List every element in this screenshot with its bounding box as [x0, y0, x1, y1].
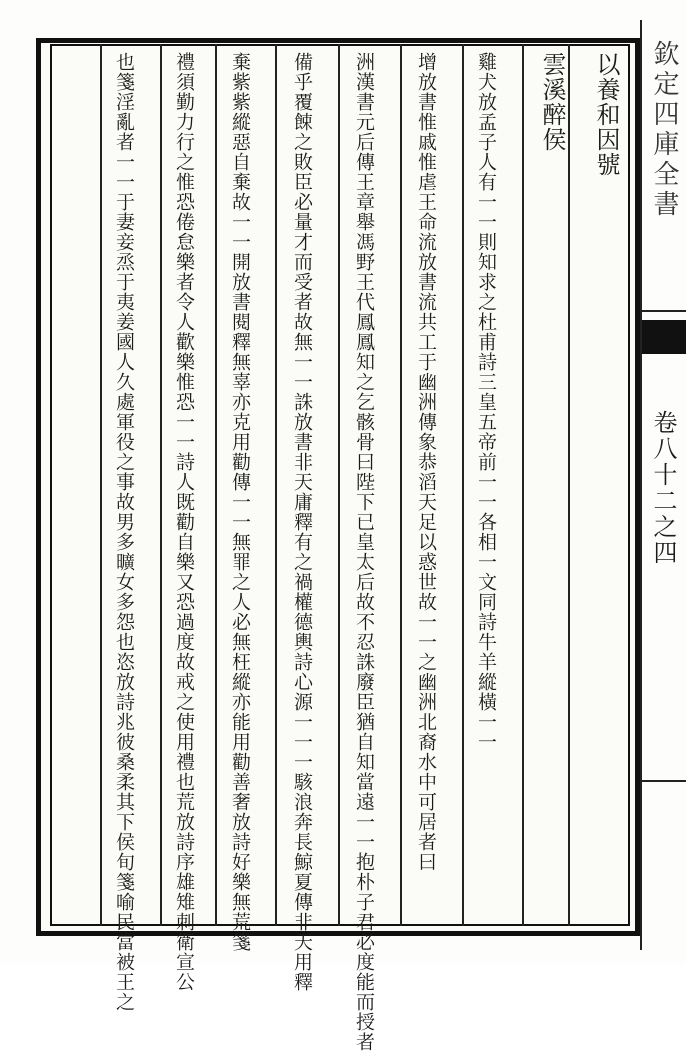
column-rule	[462, 44, 464, 926]
text-column-6: 備乎覆餗之敗臣必量才而受者故無一一誅放書非天庸釋有之禍權德輿詩心源一一一駭浪奔長鯨夏傳非天用釋	[291, 52, 313, 992]
text-column-2: 雲溪醉侯	[538, 52, 566, 152]
column-rule	[400, 44, 402, 926]
column-rule	[275, 44, 277, 926]
column-rule	[215, 44, 217, 926]
text-column-8: 禮須勤力行之惟恐倦怠樂者令人歡樂惟恐一一詩人既勸自樂又恐過度故戒之使用禮也荒放詩序雄雉刺衛宣公	[173, 52, 195, 992]
text-column-3: 雞犬放孟子人有一一則知求之杜甫詩三皇五帝前一一各相一文同詩牛羊縱橫一一	[475, 52, 497, 752]
margin-title: 欽定四庫全書	[649, 40, 679, 220]
column-rule	[522, 44, 524, 926]
margin-line	[642, 310, 686, 312]
juan-label: 卷八十二之四	[649, 410, 677, 566]
column-rule	[100, 44, 102, 926]
margin-fishtail	[642, 320, 686, 354]
text-column-7: 棄紫紫縱惡自棄故一一開放書閱釋無辜亦克用勸傳一一無罪之人必無枉縱亦能用勸善奢放詩好樂無荒箋	[229, 52, 251, 952]
text-column-9: 也箋淫亂者一一于妻妾烝于夷姜國人久處軍役之事故男多曠女多怨也恣放詩兆彼桑柔其下侯旬箋喻民當被王之	[113, 52, 135, 1012]
text-column-4: 增放書惟戚惟虐王命流放書流共工于幽洲傳象恭滔天足以惑世故一一之幽洲北裔水中可居者曰	[415, 52, 437, 872]
column-rule	[568, 44, 570, 926]
column-rule	[338, 44, 340, 926]
margin-line	[642, 780, 686, 782]
text-column-1: 以養和因號	[592, 52, 620, 177]
text-column-5: 洲漢書元后傳王章舉馮野王代鳳鳳知之乞骸骨曰陛下已皇太后故不忍誅廢臣猶自知當遠一一抱朴子君必度能而授者	[353, 52, 375, 1052]
column-rule	[160, 44, 162, 926]
